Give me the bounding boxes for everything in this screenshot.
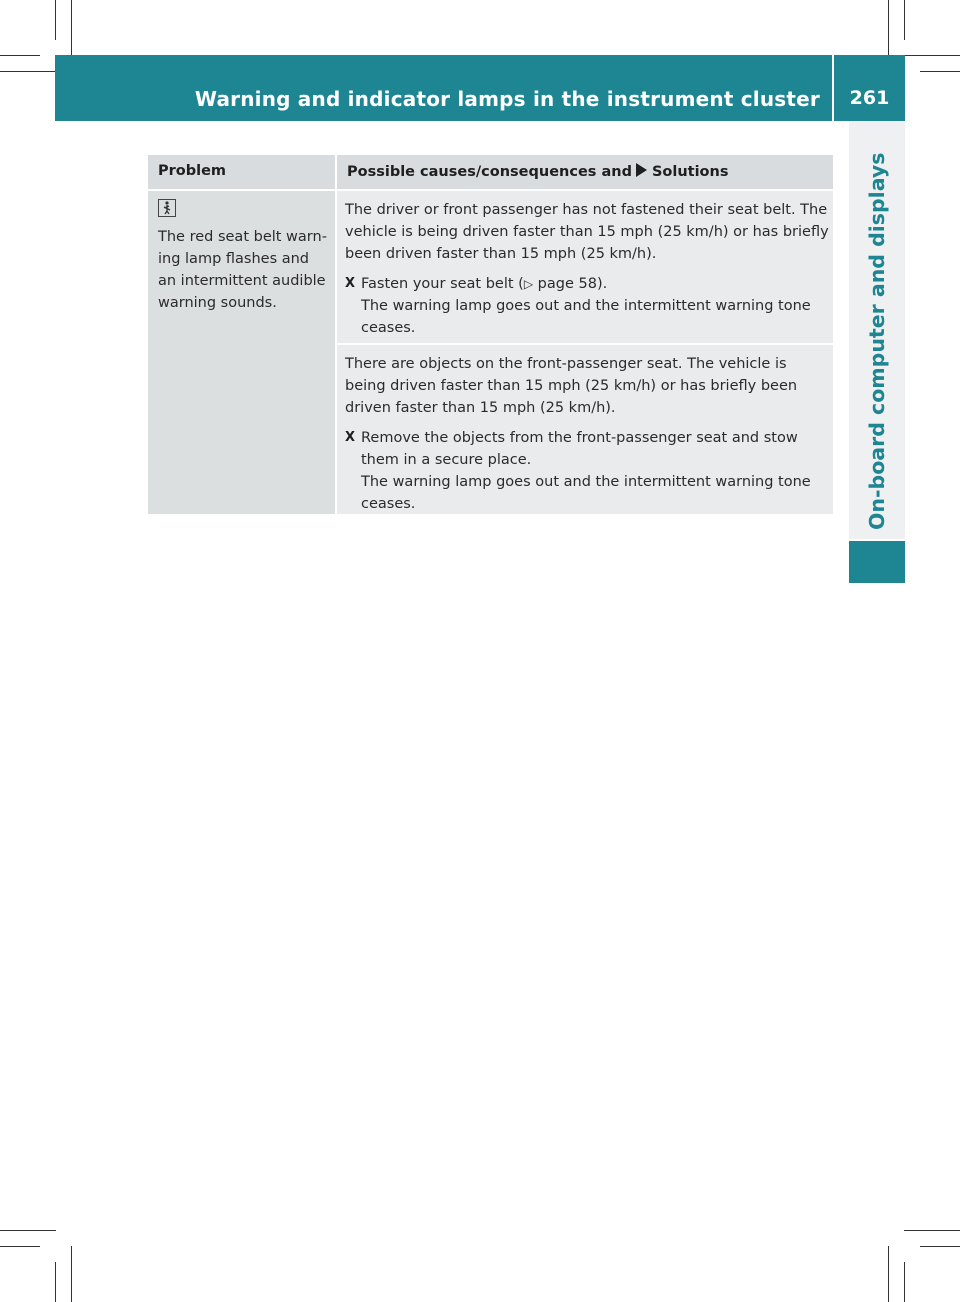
side-tab-label: On-board computer and displays bbox=[865, 152, 889, 530]
page-number-box bbox=[834, 55, 905, 121]
column-header-solutions-suffix: Solutions bbox=[651, 164, 729, 180]
page-title: Warning and indicator lamps in the instrument cluster bbox=[194, 87, 820, 111]
crop-mark bbox=[904, 1262, 905, 1302]
crop-mark bbox=[0, 1246, 40, 1247]
table-header bbox=[148, 155, 833, 189]
action-text: Remove the objects from the front-passenger seat and stow them in a secure place. bbox=[361, 430, 798, 468]
page-number: 261 bbox=[849, 87, 890, 109]
column-header-solutions bbox=[337, 155, 833, 189]
crop-mark bbox=[55, 1262, 56, 1302]
crop-mark bbox=[71, 0, 72, 56]
page-ref-arrow-icon: ▷ bbox=[523, 277, 534, 291]
action-item bbox=[345, 427, 829, 515]
column-header-problem: Problem bbox=[148, 155, 335, 189]
solutions-column bbox=[337, 191, 833, 514]
play-arrow-icon bbox=[636, 163, 647, 177]
crop-mark bbox=[904, 1230, 960, 1231]
crop-mark bbox=[888, 1246, 889, 1302]
table-row bbox=[148, 191, 833, 514]
page-header bbox=[55, 55, 832, 121]
warning-table bbox=[148, 155, 833, 514]
crop-mark bbox=[920, 71, 960, 72]
action-marker: X bbox=[345, 276, 356, 291]
result-text: The warning lamp goes out and the intermittent warning tone ceases. bbox=[361, 474, 811, 512]
crop-mark bbox=[904, 0, 905, 40]
solution-block bbox=[337, 345, 833, 514]
crop-mark bbox=[0, 55, 40, 56]
crop-mark bbox=[71, 1246, 72, 1302]
problem-cell bbox=[148, 191, 335, 514]
cause-text: The driver or front passenger has not fastened their seat belt. The vehicle is being driven faster than 15 mph (25 km/h) or has briefly been driven faster than 15 mph (25 km/h). bbox=[345, 202, 829, 262]
action-marker: X bbox=[345, 430, 356, 445]
page-reference-link[interactable]: page 58). bbox=[533, 276, 608, 292]
action-body bbox=[361, 427, 829, 515]
action-item bbox=[345, 273, 829, 339]
crop-mark bbox=[55, 0, 56, 40]
seat-belt-icon bbox=[158, 199, 176, 217]
result-text: The warning lamp goes out and the intermittent warning tone ceases. bbox=[361, 298, 811, 336]
crop-mark bbox=[920, 1246, 960, 1247]
crop-mark bbox=[0, 1230, 56, 1231]
column-header-solutions-prefix: Possible causes/consequences and bbox=[347, 164, 632, 180]
action-text: Fasten your seat belt ( bbox=[361, 276, 524, 292]
crop-mark bbox=[0, 71, 56, 72]
crop-mark bbox=[888, 0, 889, 56]
problem-text: The red seat belt warn-ing lamp flashes and an intermittent audible warning sounds. bbox=[158, 229, 327, 311]
action-body bbox=[361, 273, 829, 339]
cause-text: There are objects on the front-passenger seat. The vehicle is being driven faster than 15 mph (25 km/h) or has briefly been driven faster than 15 mph (25 km/h). bbox=[345, 356, 798, 416]
side-tab-marker bbox=[849, 541, 905, 583]
crop-mark bbox=[904, 55, 960, 56]
solution-block bbox=[337, 191, 833, 343]
